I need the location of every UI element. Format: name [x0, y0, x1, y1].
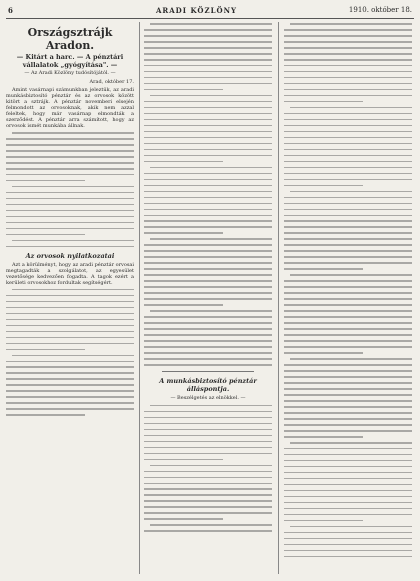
text-line [144, 298, 272, 300]
text-line [150, 405, 272, 407]
text-line [284, 280, 412, 282]
text-line [284, 520, 363, 522]
text-line [6, 150, 134, 152]
text-line [284, 35, 412, 37]
text-line [150, 167, 272, 169]
text-line [284, 244, 412, 246]
text-line [284, 71, 412, 73]
text-line [6, 144, 134, 146]
text-line [6, 337, 134, 339]
text-line [6, 384, 134, 386]
text-line [144, 292, 272, 294]
text-line [12, 289, 134, 291]
text-line [284, 472, 412, 474]
text-line [144, 197, 272, 199]
article-source: — Az Aradi Közlöny tudósítójától. — [24, 70, 116, 76]
text-line [144, 518, 223, 520]
article-paragraph: Azt a körülményt, hogy az aradi pénztár orvosai megtagadták a szolgálatot, az egyesület vezetősége kedvezően fogadta. A tagok ezért a kerületi orvosokhoz fordultak segítségért. [6, 261, 134, 286]
text-line [144, 77, 272, 79]
text-line [284, 538, 412, 540]
text-line [284, 119, 412, 121]
text-line [284, 376, 412, 378]
text-line [284, 304, 412, 306]
text-line [284, 89, 412, 91]
text-line [12, 355, 134, 357]
text-line [284, 149, 412, 151]
text-line [284, 232, 412, 234]
text-line [144, 322, 272, 324]
section-subheading: — Beszélgetés az elnökkel. — [170, 394, 246, 401]
text-line [284, 131, 412, 133]
text-line [284, 95, 412, 97]
text-line [144, 274, 272, 276]
text-line [144, 185, 272, 187]
text-line [284, 262, 412, 264]
text-line [6, 390, 134, 392]
text-line [284, 550, 412, 552]
text-line [144, 47, 272, 49]
text-line [284, 268, 363, 270]
text-line [284, 496, 412, 498]
text-line [284, 83, 412, 85]
text-line [144, 447, 272, 449]
text-line [6, 210, 134, 212]
text-line [6, 204, 134, 206]
text-line [144, 53, 272, 55]
text-line [144, 107, 272, 109]
text-line [284, 400, 412, 402]
text-line [144, 35, 272, 37]
text-line [284, 215, 412, 217]
article-title: Országsztrájk Aradon. [27, 26, 113, 52]
text-line [284, 41, 412, 43]
text-line [6, 402, 134, 404]
text-line [284, 328, 412, 330]
text-line [6, 156, 134, 158]
text-line [6, 198, 134, 200]
text-line [284, 167, 412, 169]
text-line [6, 138, 134, 140]
text-line [144, 89, 223, 91]
text-line [144, 209, 272, 211]
text-line [144, 41, 272, 43]
text-line [284, 436, 363, 438]
text-line [144, 203, 272, 205]
text-line [6, 162, 134, 164]
text-line [284, 113, 412, 115]
text-line [144, 137, 272, 139]
issue-date: 1910. október 18. [348, 6, 412, 14]
text-line [290, 191, 412, 193]
text-line [150, 95, 272, 97]
text-line [144, 316, 272, 318]
text-line [284, 77, 412, 79]
text-line [144, 364, 272, 366]
text-line [284, 161, 412, 163]
text-line [144, 471, 272, 473]
newspaper-page [6, 4, 414, 577]
page-number: 6 [8, 6, 13, 15]
text-line [6, 222, 134, 224]
text-line [6, 349, 85, 351]
text-line [144, 149, 272, 151]
text-line [6, 228, 134, 230]
text-line [6, 216, 134, 218]
text-line [284, 418, 412, 420]
text-line [284, 256, 412, 258]
body-text [284, 22, 412, 557]
text-line [144, 155, 272, 157]
text-line [12, 240, 134, 242]
text-line [284, 478, 412, 480]
text-line [144, 506, 272, 508]
text-line [284, 125, 412, 127]
text-line [284, 155, 412, 157]
text-line [144, 358, 272, 360]
text-line [6, 234, 85, 236]
text-line [6, 168, 134, 170]
text-line [144, 328, 272, 330]
text-line [144, 334, 272, 336]
text-line [150, 465, 272, 467]
column-3 [284, 22, 412, 574]
text-line [144, 161, 223, 163]
text-line [284, 203, 412, 205]
text-line [150, 310, 272, 312]
text-line [6, 180, 85, 182]
text-line [284, 59, 412, 61]
text-line [284, 466, 412, 468]
text-line [284, 460, 412, 462]
text-line [284, 185, 363, 187]
section-heading: Az orvosok nyilatkozatai [25, 251, 115, 260]
text-line [144, 429, 272, 431]
section-heading: A munkásbiztosító pénztár álláspontja. [159, 376, 257, 393]
text-line [284, 370, 412, 372]
text-line [144, 179, 272, 181]
text-line [284, 346, 412, 348]
text-line [284, 514, 412, 516]
text-line [284, 352, 363, 354]
text-line [284, 334, 412, 336]
text-line [144, 232, 223, 234]
text-line [144, 280, 272, 282]
text-line [6, 366, 134, 368]
text-line [284, 430, 412, 432]
text-line [144, 477, 272, 479]
text-line [284, 448, 412, 450]
text-line [144, 441, 272, 443]
article-dateline: Arad, október 17. [89, 79, 134, 85]
column-separator [278, 22, 279, 574]
text-line [290, 274, 412, 276]
text-line [6, 319, 134, 321]
text-line [144, 29, 272, 31]
text-line [144, 346, 272, 348]
text-line [284, 209, 412, 211]
column-2 [144, 22, 272, 574]
text-line [284, 556, 412, 558]
text-line [6, 313, 134, 315]
text-line [6, 174, 134, 176]
body-text [144, 404, 272, 532]
text-line [284, 173, 412, 175]
text-line [290, 358, 412, 360]
text-line [6, 396, 134, 398]
article-lead: Amint vasárnapi számunkban jeleztük, az aradi munkásbiztosító pénztár és az orvosok között kitört a sztrájk. A pénztár novemberi elsején felmondott az orvosoknak, akik nem azzal feleltek, hogy már vasárnap elmondták a szerződést. A pénztár arra számított, hogy az orvosok ismét munkába állnak. [6, 87, 134, 129]
text-line [284, 65, 412, 67]
text-line [284, 484, 412, 486]
section-divider [162, 371, 254, 372]
text-line [284, 286, 412, 288]
text-line [144, 65, 272, 67]
text-line [150, 238, 272, 240]
text-line [284, 424, 412, 426]
text-line [284, 394, 412, 396]
text-line [144, 191, 272, 193]
column-separator [139, 22, 140, 574]
text-line [144, 220, 272, 222]
body-text [6, 131, 134, 247]
text-line [284, 364, 412, 366]
text-line [144, 500, 272, 502]
text-line [284, 238, 412, 240]
text-line [150, 23, 272, 25]
text-line [144, 256, 272, 258]
text-line [284, 143, 412, 145]
text-line [284, 101, 363, 103]
text-line [284, 292, 412, 294]
text-line [284, 388, 412, 390]
text-line [144, 286, 272, 288]
text-line [144, 59, 272, 61]
text-line [6, 307, 134, 309]
text-line [284, 179, 412, 181]
header-rule [6, 18, 414, 19]
text-line [284, 454, 412, 456]
body-text [6, 288, 134, 416]
text-line [6, 361, 134, 363]
text-line [284, 412, 412, 414]
text-line [144, 483, 272, 485]
text-line [284, 47, 412, 49]
text-line [284, 544, 412, 546]
text-line [284, 29, 412, 31]
text-line [6, 246, 134, 248]
text-line [144, 488, 272, 490]
text-line [6, 295, 134, 297]
text-line [284, 502, 412, 504]
text-line [144, 268, 272, 270]
article-subtitle: — Kitárt a harc. — A pénztári vállalatok „gyógyítása". — [16, 53, 124, 69]
text-line [144, 173, 272, 175]
text-line [6, 331, 134, 333]
text-line [284, 53, 412, 55]
column-1 [6, 22, 134, 574]
text-line [284, 226, 412, 228]
text-line [144, 215, 272, 217]
text-line [144, 125, 272, 127]
text-line [290, 442, 412, 444]
text-line [12, 132, 134, 134]
text-line [284, 197, 412, 199]
text-line [284, 310, 412, 312]
text-line [144, 494, 272, 496]
text-line [144, 262, 272, 264]
text-line [6, 192, 134, 194]
text-line [6, 414, 85, 416]
text-line [290, 23, 412, 25]
text-line [284, 316, 412, 318]
text-line [6, 343, 134, 345]
text-line [284, 298, 412, 300]
text-line [144, 101, 272, 103]
text-line [144, 417, 272, 419]
text-line [144, 512, 272, 514]
text-line [144, 459, 223, 461]
text-line [144, 113, 272, 115]
text-line [144, 131, 272, 133]
text-line [144, 352, 272, 354]
text-line [284, 220, 412, 222]
text-line [6, 408, 134, 410]
text-line [284, 382, 412, 384]
text-line [284, 250, 412, 252]
text-line [144, 250, 272, 252]
masthead: ARADI KÖZLÖNY [156, 6, 237, 15]
text-line [144, 119, 272, 121]
text-line [284, 322, 412, 324]
body-text [144, 22, 272, 366]
text-line [144, 226, 272, 228]
text-line [144, 530, 272, 532]
text-line [290, 107, 412, 109]
text-line [284, 490, 412, 492]
text-line [6, 372, 134, 374]
text-line [144, 244, 272, 246]
text-line [144, 304, 223, 306]
text-line [144, 435, 272, 437]
text-line [150, 524, 272, 526]
text-line [6, 301, 134, 303]
text-line [144, 340, 272, 342]
text-line [284, 508, 412, 510]
text-line [284, 137, 412, 139]
text-line [284, 532, 412, 534]
text-line [12, 186, 134, 188]
text-line [144, 453, 272, 455]
text-line [6, 325, 134, 327]
text-line [6, 378, 134, 380]
text-line [290, 526, 412, 528]
text-line [284, 340, 412, 342]
text-line [144, 411, 272, 413]
text-line [144, 71, 272, 73]
text-line [144, 83, 272, 85]
text-line [144, 423, 272, 425]
page-header [6, 4, 414, 18]
text-line [144, 143, 272, 145]
text-line [284, 406, 412, 408]
